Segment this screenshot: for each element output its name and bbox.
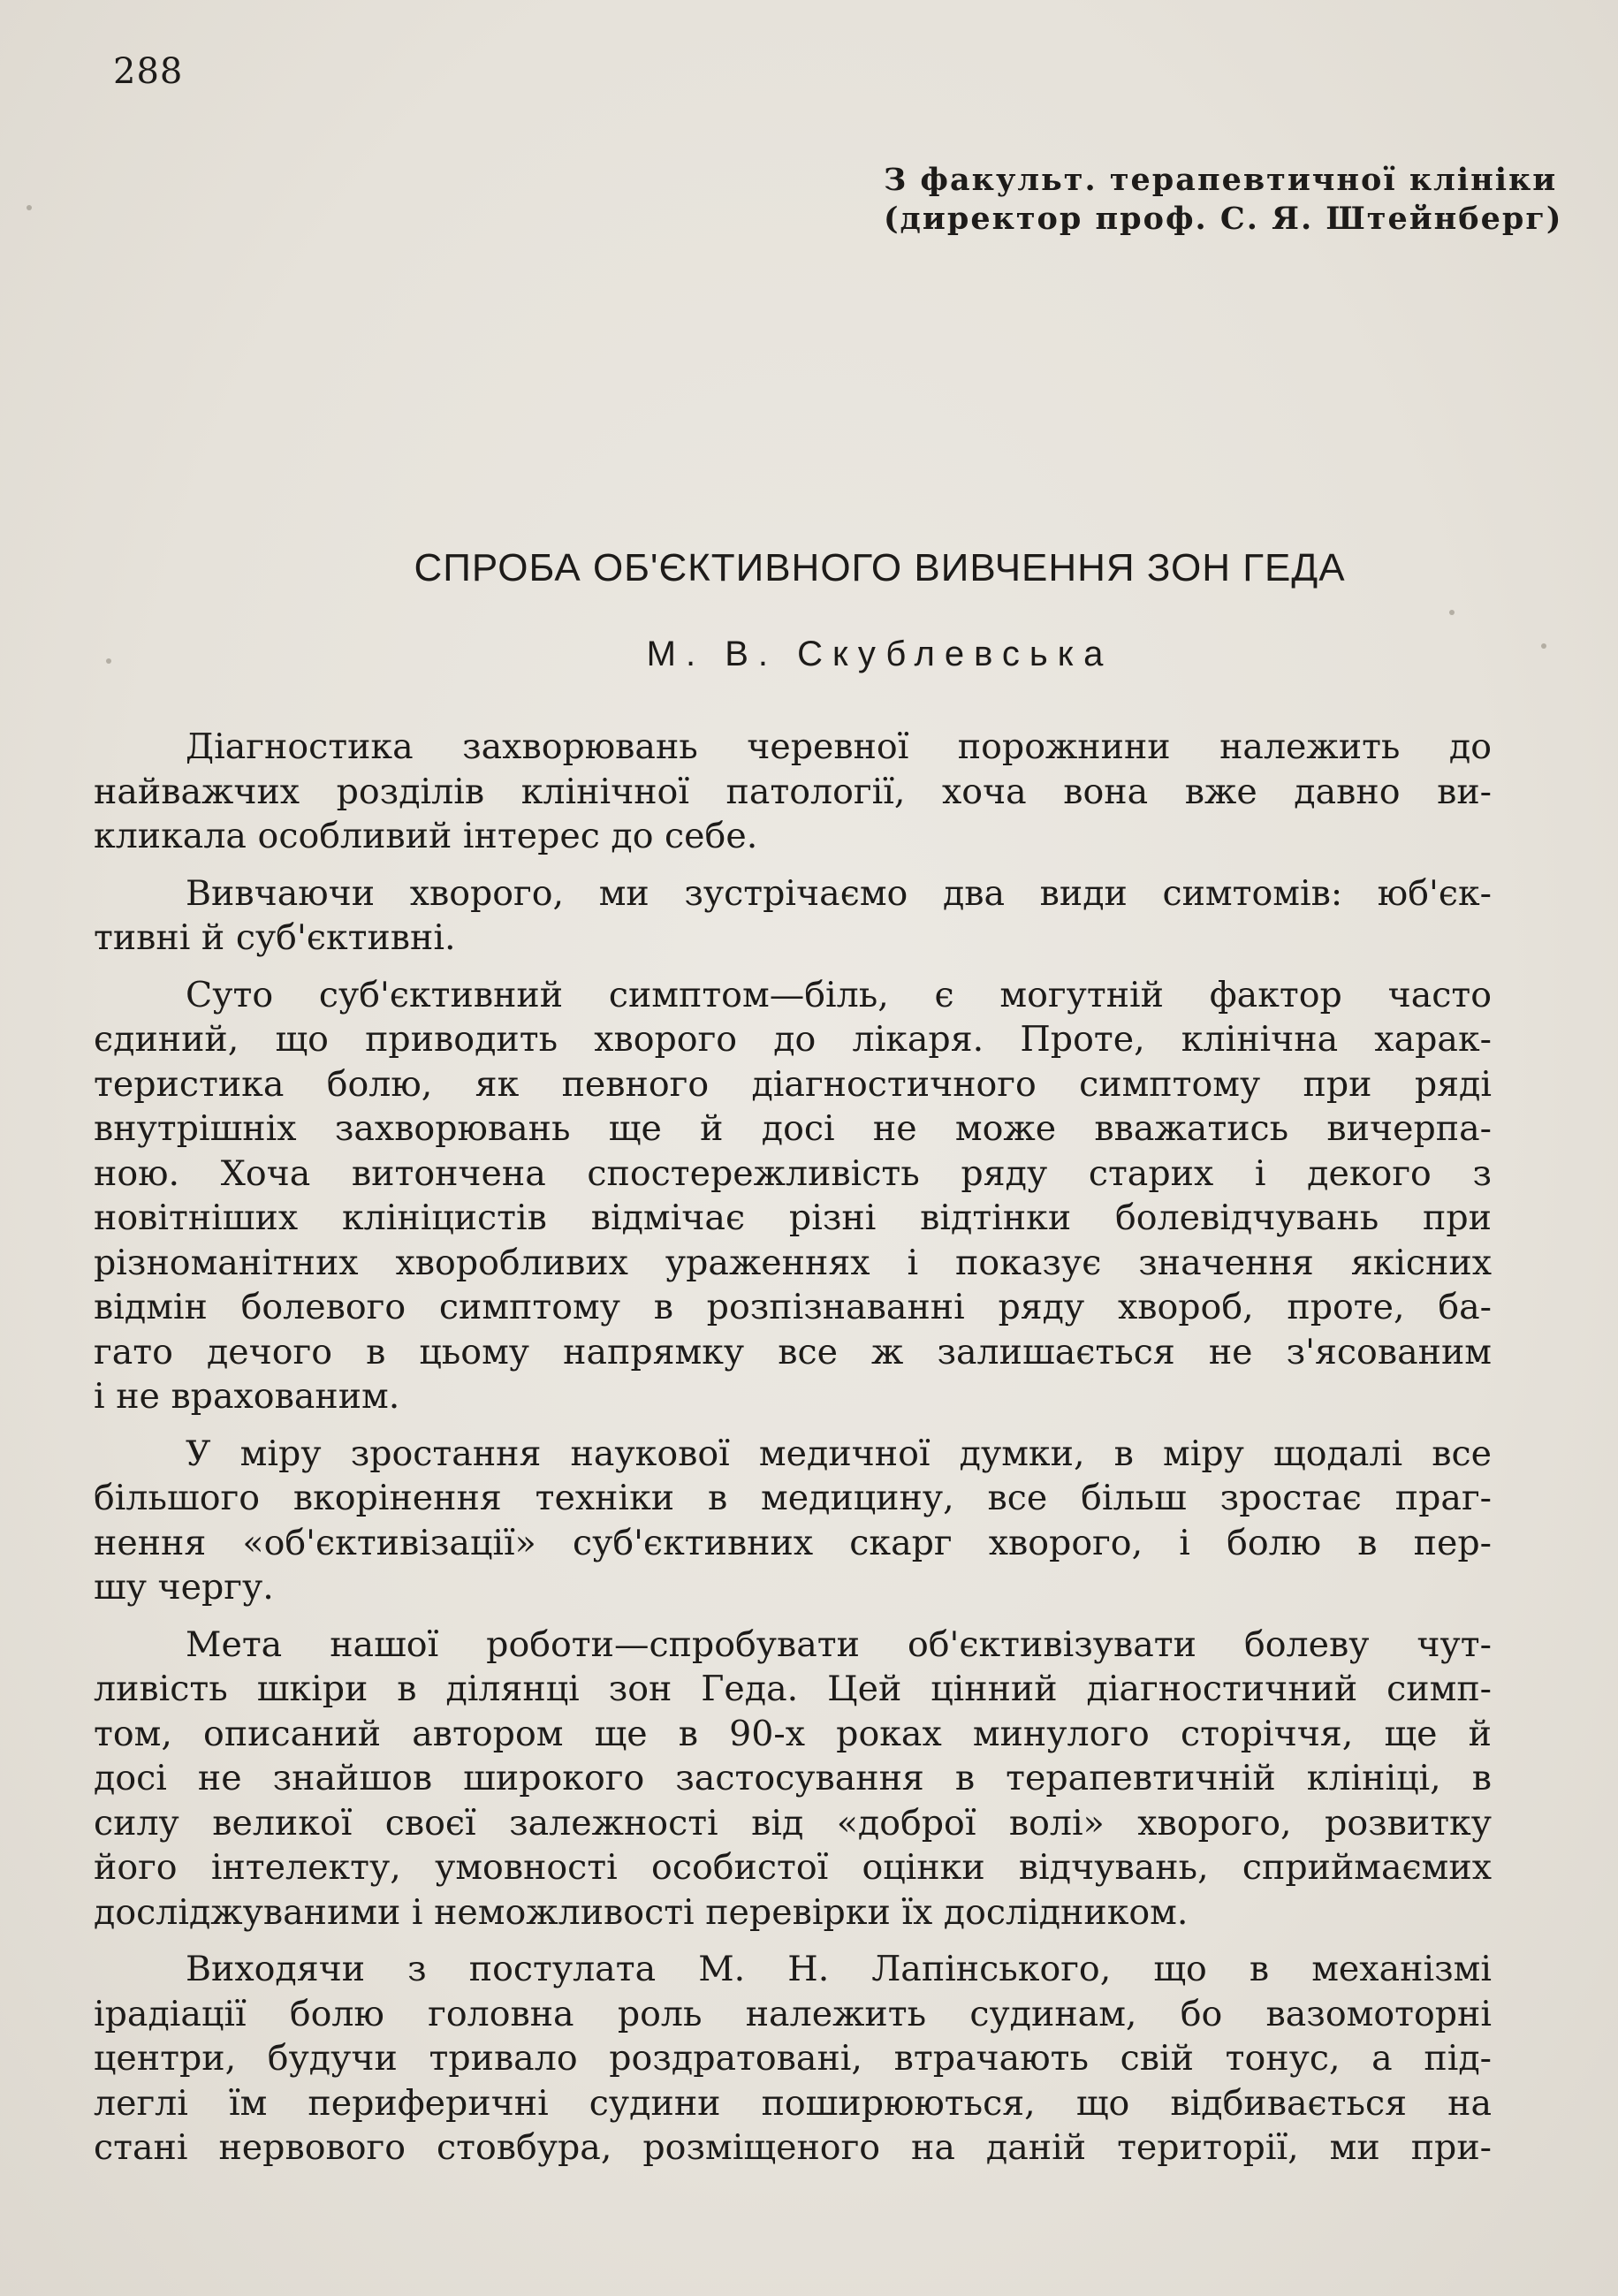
text-line: тивні й суб'єктивні. — [94, 917, 456, 958]
scan-speck — [1449, 610, 1455, 615]
text-line: і не врахованим. — [94, 1376, 400, 1417]
text-line: нення «об'єктивізації» суб'єктивних скарг хворого, і болю в пер- — [94, 1522, 1492, 1563]
text-line: У міру зростання наукової медичної думки, в міру щодалі все — [186, 1433, 1492, 1474]
text-line: новітніших клініцистів відмічає різні відтінки болевідчувань при — [94, 1197, 1492, 1238]
text-line: Суто суб'єктивний симптом—біль, є могутній фактор часто — [186, 974, 1492, 1015]
text-line: відмін болевого симптому в розпізнаванні ряду хвороб, проте, ба- — [94, 1287, 1492, 1327]
paragraph — [94, 973, 1492, 1419]
text-line: том, описаний автором ще в 90-х роках минулого сторіччя, ще й — [94, 1713, 1492, 1754]
scan-speck — [27, 205, 32, 210]
author-name: М. В. Скублевська — [646, 635, 1113, 673]
text-line: Діагностика захворювань черевної порожнини належить до — [186, 726, 1492, 767]
text-line: Мета нашої роботи—спробувати об'єктивізувати болеву чут- — [186, 1623, 1492, 1665]
text-line: теристика болю, як певного діагностичного симптому при ряді — [94, 1063, 1492, 1105]
text-line: досі не знайшов широкого застосування в терапевтичній клініці, в — [94, 1758, 1492, 1798]
text-line: ливість шкіри в ділянці зон Геда. Цей цінний діагностичний симп- — [94, 1669, 1492, 1709]
paragraph — [94, 1432, 1492, 1610]
text-line: його інтелекту, умовності особистої оцінки відчувань, сприймаємих — [94, 1847, 1492, 1888]
page-number: 288 — [113, 51, 184, 92]
paragraph — [94, 1623, 1492, 1935]
text-line: досліджуваними і неможливості перевірки їх дослідником. — [94, 1891, 1189, 1933]
text-line: Виходячи з постулата М. Н. Лапінського, що в механізмі — [186, 1949, 1492, 1989]
text-line: силу великої своєї залежності від «доброї волі» хворого, розвитку — [94, 1802, 1492, 1844]
text-line: єдиний, що приводить хворого до лікаря. Проте, клінічна харак- — [94, 1019, 1492, 1060]
scan-speck — [106, 658, 111, 664]
paragraph — [94, 725, 1492, 859]
text-line: ною. Хоча витончена спостережливість ряду старих і декого з — [94, 1152, 1492, 1194]
text-line: ірадіації болю головна роль належить судинам, бо вазомоторні — [94, 1993, 1492, 2034]
text-line: внутрішніх захворювань ще й досі не може вважатись вичерпа- — [94, 1108, 1492, 1149]
text-line: найважчих розділів клінічної патології, хоча вона вже давно ви- — [94, 771, 1492, 812]
text-line: різноманітних хворобливих ураженнях і показує значення якісних — [94, 1242, 1492, 1283]
text-line: більшого вкорінення техніки в медицину, все більш зростає праг- — [94, 1478, 1492, 1518]
text-line: гато дечого в цьому напрямку все ж залишається не з'ясованим — [94, 1331, 1492, 1372]
text-line: Вивчаючи хворого, ми зустрічаємо два види симтомів: юб'єк- — [186, 872, 1492, 914]
text-line: леглі їм периферичні судини поширюються, що відбивається на — [94, 2082, 1492, 2124]
affiliation-block — [884, 161, 1563, 239]
affiliation-line: З факульт. терапевтичної клініки — [884, 162, 1558, 198]
scan-speck — [1541, 643, 1546, 649]
text-line: шу чергу. — [94, 1567, 274, 1608]
text-line: стані нервового стовбура, розміщеного на даній території, ми при- — [94, 2127, 1492, 2168]
paragraph — [94, 871, 1492, 961]
paragraph — [94, 1947, 1492, 2171]
article-body — [94, 725, 1492, 2183]
text-line: кликала особливий інтерес до себе. — [94, 816, 758, 856]
article-title: СПРОБА ОБ'ЄКТИВНОГО ВИВЧЕННЯ ЗОН ГЕДА — [414, 546, 1346, 589]
affiliation-line: (директор проф. С. Я. Штейнберг) — [884, 201, 1563, 237]
text-line: центри, будучи тривало роздратовані, втрачають свій тонус, а під- — [94, 2038, 1492, 2079]
